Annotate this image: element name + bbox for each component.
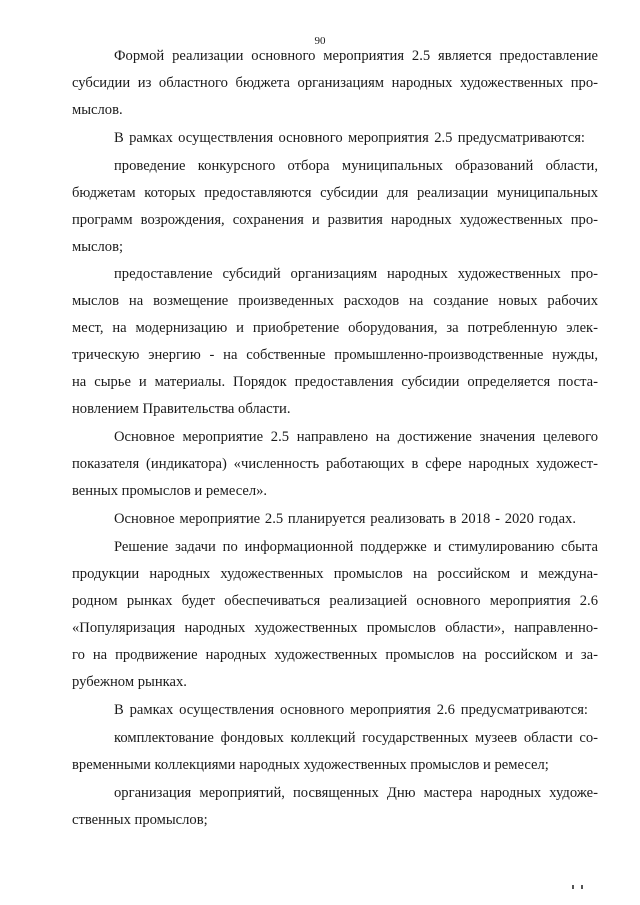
text-line: программ возрождения, сохранения и развития народных художественных про- — [72, 212, 598, 228]
text-line: мест, на модернизацию и приобретение оборудования, за потребленную элек- — [72, 320, 598, 336]
text-line: рубежном рынках. — [72, 674, 187, 690]
text-line: мыслов. — [72, 102, 123, 118]
text-line: новлением Правительства области. — [72, 401, 291, 417]
text-line: продукции народных художественных промыслов на российском и междуна- — [72, 566, 598, 582]
text-line: комплектование фондовых коллекций государственных музеев области со- — [114, 730, 598, 746]
text-line: трическую энергию - на собственные промышленно-производственные нужды, — [72, 347, 598, 363]
text-line: субсидии из областного бюджета организациям народных художественных про- — [72, 75, 598, 91]
text-line: бюджетам которых предоставляются субсидии для реализации муниципальных — [72, 185, 598, 201]
text-line: венных промыслов и ремесел». — [72, 483, 268, 499]
text-line: показателя (индикатора) «численность работающих в сфере народных художест- — [72, 456, 598, 472]
text-line: родном рынках будет обеспечиваться реализацией основного мероприятия 2.6 — [72, 593, 598, 609]
text-line: В рамках осуществления основного мероприятия 2.5 предусматриваются: — [114, 130, 585, 146]
text-line: организация мероприятий, посвященных Дню мастера народных художе- — [114, 785, 598, 801]
text-line: мыслов; — [72, 239, 124, 255]
text-line: Формой реализации основного мероприятия 2.5 является предоставление — [114, 48, 598, 64]
scan-mark — [572, 885, 574, 889]
text-line: на сырье и материалы. Порядок предоставления субсидии определяется поста- — [72, 374, 598, 390]
text-line: го на продвижение народных художественных промыслов на российском и за- — [72, 647, 598, 663]
text-line: Основное мероприятие 2.5 направлено на достижение значения целевого — [114, 429, 598, 445]
page-number: 90 — [314, 35, 326, 47]
text-line: Решение задачи по информационной поддержке и стимулированию сбыта — [114, 539, 598, 555]
text-line: В рамках осуществления основного мероприятия 2.6 предусматриваются: — [114, 702, 588, 718]
text-line: временными коллекциями народных художественных промыслов и ремесел; — [72, 757, 549, 773]
text-line: «Популяризация народных художественных промыслов области», направленно- — [72, 620, 598, 636]
text-line: предоставление субсидий организациям народных художественных про- — [114, 266, 598, 282]
text-line: ственных промыслов; — [72, 812, 208, 828]
scan-mark — [581, 885, 583, 889]
text-line: мыслов на возмещение произведенных расходов на создание новых рабочих — [72, 293, 598, 309]
text-line: проведение конкурсного отбора муниципальных образований области, — [114, 158, 598, 174]
text-line: Основное мероприятие 2.5 планируется реализовать в 2018 - 2020 годах. — [114, 511, 576, 527]
